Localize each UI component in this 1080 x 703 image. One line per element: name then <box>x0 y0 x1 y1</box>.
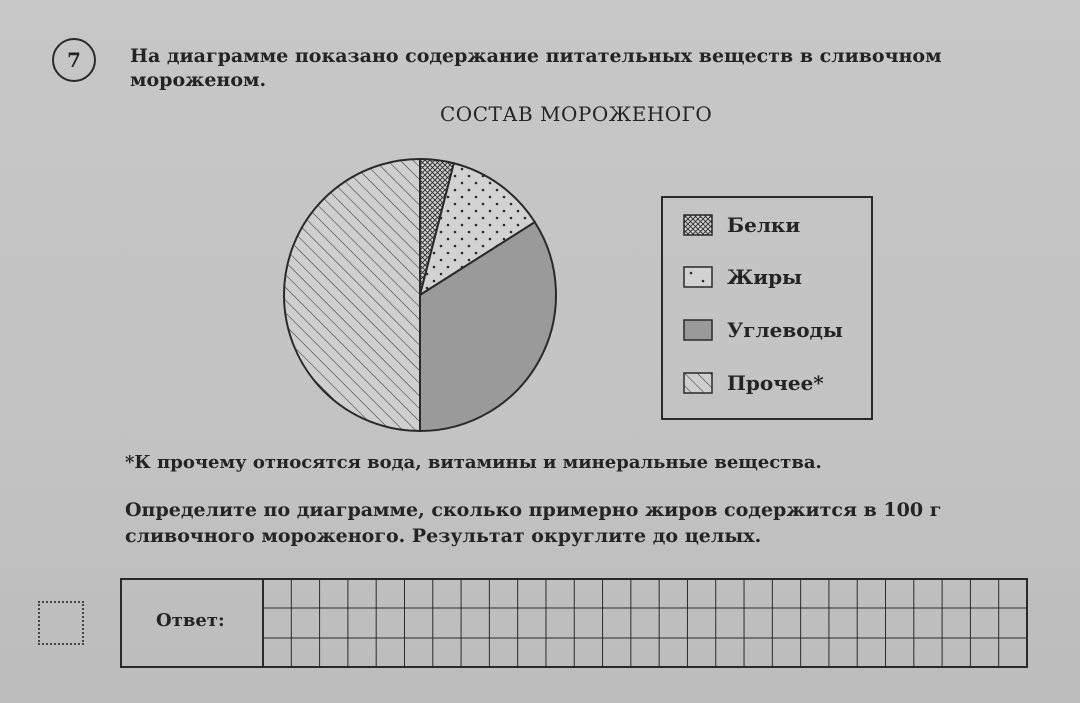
legend-item-other <box>683 368 824 398</box>
legend-swatch-other <box>683 372 713 394</box>
legend-label-other: Прочее* <box>727 371 824 395</box>
pie-slice-other <box>284 159 420 431</box>
question-text: На диаграмме показано содержание питательных веществ в сливочном мороженом. <box>130 45 942 91</box>
answer-label: Ответ: <box>156 610 225 631</box>
task-number-circle <box>52 38 96 82</box>
legend-swatch-fats <box>683 266 713 288</box>
legend-label-proteins: Белки <box>727 213 801 237</box>
legend-label-carbs: Углеводы <box>727 318 843 342</box>
legend-item-proteins <box>683 210 800 240</box>
legend-label-fats: Жиры <box>727 265 803 289</box>
check-box[interactable] <box>38 601 84 645</box>
answer-grid[interactable] <box>120 578 1030 670</box>
legend-swatch-proteins <box>683 214 713 236</box>
chart-legend <box>661 196 873 420</box>
legend-swatch-carbs <box>683 319 713 341</box>
legend-item-fats <box>683 262 802 292</box>
chart-title: СОСТАВ МОРОЖЕНОГО <box>440 102 713 126</box>
task-instruction: Определите по диаграмме, сколько примерно жиров содержится в 100 г сливочного мороженого. Результат округлите до целых. <box>125 499 942 547</box>
chart-footnote: *К прочему относятся вода, витамины и минеральные вещества. <box>125 452 822 473</box>
legend-item-carbs <box>683 315 843 345</box>
pie-chart <box>270 145 570 445</box>
task-number: 7 <box>67 48 81 72</box>
